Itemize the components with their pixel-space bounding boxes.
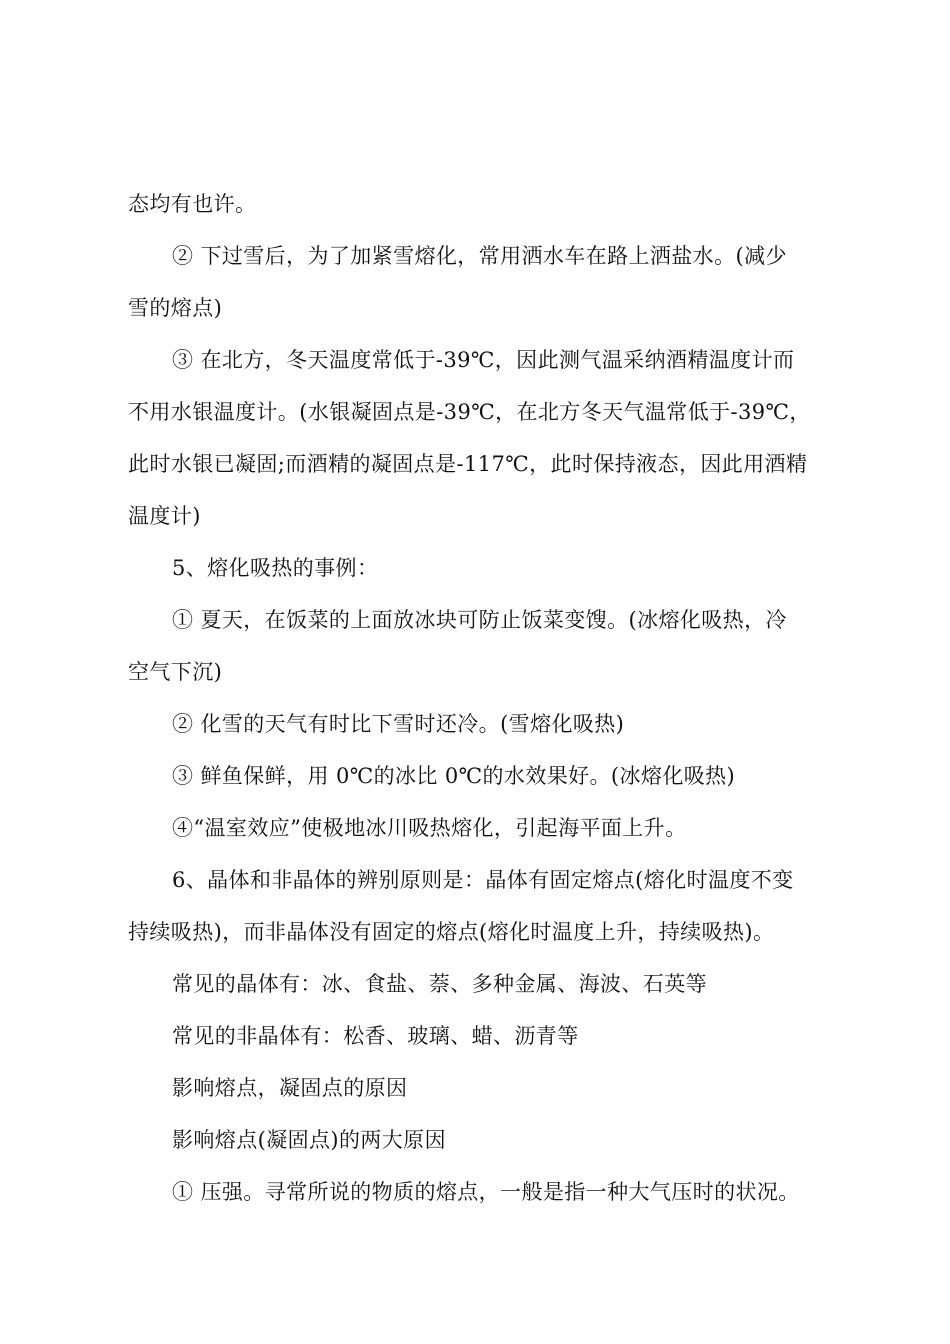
section-heading: 5、熔化吸热的事例： xyxy=(172,556,379,580)
text-line: 常见的非晶体有：松香、玻璃、蜡、沥青等 xyxy=(172,1024,579,1048)
text-line: 影响熔点，凝固点的原因 xyxy=(172,1076,408,1100)
text-line: 雪的熔点) xyxy=(128,296,223,320)
section-heading: 6、晶体和非晶体的辨别原则是：晶体有固定熔点(熔化时温度不变 xyxy=(172,868,794,892)
text-line: ③ 鲜鱼保鲜，用 0℃的冰比 0℃的水效果好。(冰熔化吸热) xyxy=(172,764,736,788)
text-line: 影响熔点(凝固点)的两大原因 xyxy=(172,1128,446,1152)
text-line: 空气下沉) xyxy=(128,660,223,684)
text-line: 持续吸热)，而非晶体没有固定的熔点(熔化时温度上升，持续吸热)。 xyxy=(128,920,775,944)
text-line: 温度计) xyxy=(128,504,201,528)
text-line: 态均有也许。 xyxy=(128,192,257,216)
text-line: ① 夏天，在饭菜的上面放冰块可防止饭菜变馊。(冰熔化吸热，冷 xyxy=(172,608,787,632)
text-line: 常见的晶体有：冰、食盐、萘、多种金属、海波、石英等 xyxy=(172,972,707,996)
text-line: ④“温室效应”使极地冰川吸热熔化，引起海平面上升。 xyxy=(172,816,687,840)
text-line: 不用水银温度计。(水银凝固点是-39℃，在北方冬天气温常低于-39℃， xyxy=(128,400,811,424)
document-body xyxy=(128,178,831,1218)
text-line: ② 化雪的天气有时比下雪时还冷。(雪熔化吸热) xyxy=(172,712,625,736)
text-line: 此时水银已凝固;而酒精的凝固点是-117℃，此时保持液态，因此用酒精 xyxy=(128,452,808,476)
text-line: ② 下过雪后，为了加紧雪熔化，常用洒水车在路上洒盐水。(减少 xyxy=(172,244,787,268)
text-line: ① 压强。寻常所说的物质的熔点，一般是指一种大气压时的状况。 xyxy=(172,1180,800,1204)
text-line: ③ 在北方，冬天温度常低于-39℃，因此测气温采纳酒精温度计而 xyxy=(172,348,795,372)
